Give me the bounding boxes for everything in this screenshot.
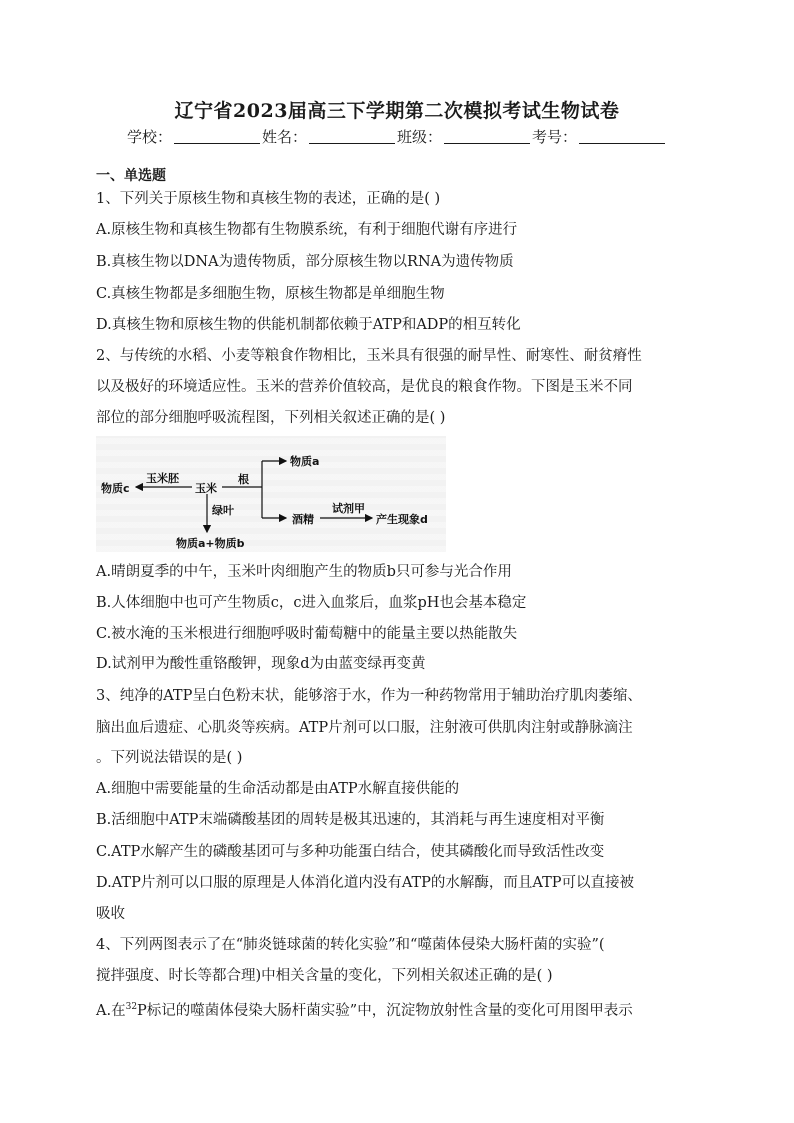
q2-option-a: A.晴朗夏季的中午，玉米叶肉细胞产生的物质b只可参与光合作用 <box>96 564 512 580</box>
page-title: 辽宁省2023届高三下学期第二次模拟考试生物试卷 <box>174 100 620 122</box>
q4-option-a-text: P标记的噬菌体侵染大肠杆菌实验”中，沉淀物放射性含量的变化可用图甲表示 <box>137 1002 633 1019</box>
q1-option-d: D.真核生物和原核生物的供能机制都依赖于ATP和ADP的相互转化 <box>96 317 521 333</box>
name-blank[interactable] <box>309 128 395 144</box>
flow-diagram-svg <box>96 436 446 552</box>
q4-option-a-superscript: 32 <box>125 1002 138 1012</box>
class-blank[interactable] <box>444 128 530 144</box>
q1-option-b: B.真核生物以DNA为遗传物质，部分原核生物以RNA为遗传物质 <box>96 254 514 270</box>
label-corn: 玉米 <box>195 482 217 495</box>
q3-stem-line3: 。下列说法错误的是( ) <box>96 750 243 766</box>
q1-option-c: C.真核生物都是多细胞生物，原核生物都是单细胞生物 <box>96 286 445 302</box>
q3-stem-line2: 脑出血后遗症、心肌炎等疾病。ATP片剂可以口服，注射液可供肌肉注射或静脉滴注 <box>96 720 633 736</box>
q4-stem-line1: 4、下列两图表示了在“肺炎链球菌的转化实验”和“噬菌体侵染大肠杆菌的实验”( <box>96 937 605 953</box>
label-substance-c: 物质c <box>101 482 130 495</box>
class-label: 班级： <box>397 128 443 146</box>
label-reagent: 试剂甲 <box>332 502 365 515</box>
q4-stem-line2: 搅拌强度、时长等都合理)中相关含量的变化，下列相关叙述正确的是( ) <box>96 968 553 984</box>
q4-option-a <box>96 998 706 1020</box>
name-label: 姓名： <box>261 128 307 146</box>
school-label: 学校： <box>126 128 172 146</box>
q1-stem: 1、下列关于原核生物和真核生物的表述，正确的是( ) <box>96 191 441 207</box>
label-substance-ab: 物质a+物质b <box>176 537 245 550</box>
section-heading: 一、单选题 <box>96 168 166 184</box>
label-alcohol: 酒精 <box>292 513 314 526</box>
q2-stem-line2: 以及极好的环境适应性。玉米的营养价值较高，是优良的粮食作物。下图是玉米不同 <box>96 379 633 395</box>
q1-option-a: A.原核生物和真核生物都有生物膜系统，有利于细胞代谢有序进行 <box>96 222 518 238</box>
number-label: 考号： <box>532 128 578 146</box>
label-embryo: 玉米胚 <box>146 472 179 485</box>
q2-option-d: D.试剂甲为酸性重铬酸钾，现象d为由蓝变绿再变黄 <box>96 656 426 672</box>
student-info-row <box>0 126 794 147</box>
q3-option-b: B.活细胞中ATP末端磷酸基团的周转是极其迅速的，其消耗与再生速度相对平衡 <box>96 812 605 828</box>
q2-stem-line1: 2、与传统的水稻、小麦等粮食作物相比，玉米具有很强的耐旱性、耐寒性、耐贫瘠性 <box>96 348 642 364</box>
respiration-flow-diagram <box>96 436 446 552</box>
q3-option-d-line2: 吸收 <box>96 906 125 922</box>
number-blank[interactable] <box>579 128 665 144</box>
q3-stem-line1: 3、纯净的ATP呈白色粉末状，能够溶于水，作为一种药物常用于辅助治疗肌肉萎缩、 <box>96 688 642 704</box>
school-blank[interactable] <box>174 128 260 144</box>
label-root: 根 <box>238 473 249 486</box>
q3-option-a: A.细胞中需要能量的生命活动都是由ATP水解直接供能的 <box>96 781 460 797</box>
label-phenomenon-d: 产生现象d <box>376 513 428 526</box>
q2-option-b: B.人体细胞中也可产生物质c，c进入血浆后，血浆pH也会基本稳定 <box>96 595 527 611</box>
q4-option-a-prefix: A.在 <box>96 1002 126 1019</box>
q3-option-d-line1: D.ATP片剂可以口服的原理是人体消化道内没有ATP的水解酶，而且ATP可以直接被 <box>96 875 635 891</box>
q2-stem-line3: 部位的部分细胞呼吸流程图，下列相关叙述正确的是( ) <box>96 410 446 426</box>
label-substance-a: 物质a <box>290 455 320 468</box>
label-leaf: 绿叶 <box>212 504 234 517</box>
q3-option-c: C.ATP水解产生的磷酸基团可与多种功能蛋白结合，使其磷酸化而导致活性改变 <box>96 844 605 860</box>
q2-option-c: C.被水淹的玉米根进行细胞呼吸时葡萄糖中的能量主要以热能散失 <box>96 626 518 642</box>
